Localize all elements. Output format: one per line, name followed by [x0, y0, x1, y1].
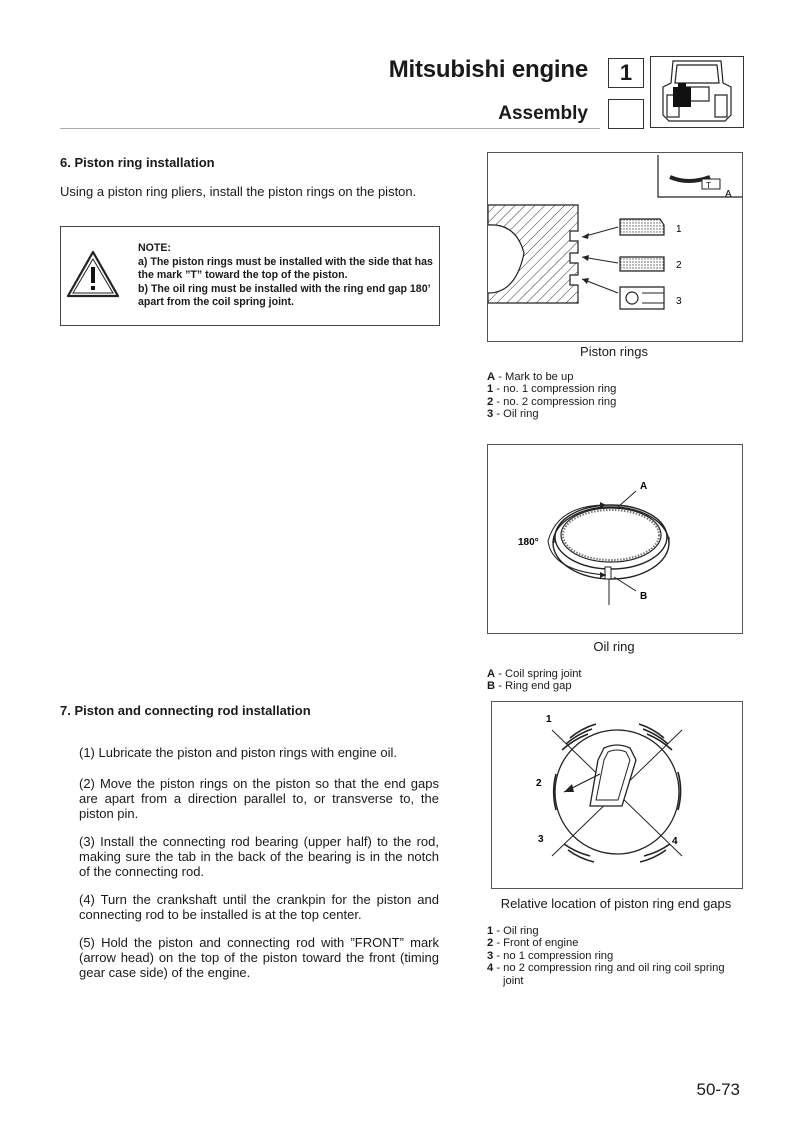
legend-key: 2 — [487, 937, 494, 950]
figure-1-caption: Piston rings — [580, 344, 648, 359]
legend-item — [487, 925, 741, 937]
legend-key: 4 — [487, 962, 494, 975]
legend-item — [487, 962, 741, 987]
section-6-heading: 6. Piston ring installation — [60, 155, 215, 170]
legend-item — [487, 668, 741, 680]
legend-text: - Coil spring joint — [495, 668, 582, 680]
legend-text: - Mark to be up — [495, 371, 574, 383]
tractor-logo-box — [650, 56, 744, 128]
step-2: (2) Move the piston rings on the piston so that the end gaps are apart from a direction parallel to, or transverse to, the piston pin. — [79, 776, 439, 821]
legend-item — [487, 408, 741, 420]
legend-text: - no. 1 compression ring — [493, 383, 617, 396]
legend-key: 3 — [487, 949, 494, 962]
legend-text: - no. 2 compression ring — [493, 395, 617, 408]
section-number-box: 1 — [608, 58, 644, 88]
figure-2-caption: Oil ring — [593, 639, 635, 654]
legend-text: - no 1 compression ring — [493, 949, 614, 962]
figure-3-legend — [487, 925, 741, 987]
legend-key: A — [487, 668, 496, 680]
page-number: 50-73 — [696, 1080, 740, 1099]
tractor-icon — [651, 57, 743, 127]
legend-key: B — [487, 680, 496, 693]
legend-item — [487, 371, 741, 383]
fig2-label-b: B — [640, 591, 648, 602]
note-line-b: b) The oil ring must be installed with the ring end gap 180’ apart from the coil spring joint. — [138, 282, 430, 308]
fig3-label-1: 1 — [546, 714, 552, 725]
fig1-label-3: 3 — [676, 296, 682, 307]
fig1-label-2: 2 — [676, 260, 682, 271]
legend-key: 1 — [487, 383, 494, 396]
fig3-label-3: 3 — [538, 834, 544, 845]
note-text — [138, 242, 434, 310]
legend-item — [487, 396, 741, 408]
section-6-intro: Using a piston ring pliers, install the piston rings on the piston. — [60, 184, 417, 199]
step-4: (4) Turn the crankshaft until the crankpin for the piston and connecting rod to be installed is at the top center. — [79, 892, 439, 922]
legend-text: - Front of engine — [493, 937, 579, 950]
step-1: (1) Lubricate the piston and piston rings with engine oil. — [79, 745, 397, 760]
empty-section-box — [608, 99, 644, 129]
figure-ring-gap-locations — [491, 701, 743, 889]
legend-text: - no 2 compression ring and oil ring coil spring joint — [493, 962, 725, 987]
legend-key: 1 — [487, 925, 494, 937]
header-rule — [60, 128, 600, 129]
page-title: Mitsubishi engine — [388, 56, 588, 83]
figure-piston-rings — [487, 152, 743, 342]
step-5: (5) Hold the piston and connecting rod with ”FRONT” mark (arrow head) on the top of the piston toward the front (timing gear case side) of the engine. — [79, 935, 439, 980]
legend-text: - Ring end gap — [495, 680, 572, 693]
legend-text: - Oil ring — [493, 925, 539, 937]
fig3-label-4: 4 — [672, 836, 678, 847]
fig2-label-180: 180° — [518, 537, 539, 548]
page-subtitle: Assembly — [498, 103, 588, 124]
legend-key: A — [487, 371, 496, 383]
figure-2-legend — [487, 668, 741, 693]
note-label: NOTE: — [138, 242, 171, 254]
fig2-label-a: A — [640, 481, 648, 492]
legend-text: - Oil ring — [493, 408, 539, 421]
piston-rings-diagram — [488, 153, 742, 341]
step-3: (3) Install the connecting rod bearing (upper half) to the rod, making sure the tab in the back of the bearing is in the notch of the connecting rod. — [79, 834, 439, 879]
note-line-a: a) The piston rings must be installed with the side that has the mark ”T” toward the top of the piston. — [138, 255, 433, 281]
fig3-label-2: 2 — [536, 778, 542, 789]
legend-item — [487, 680, 741, 692]
fig1-label-1: 1 — [676, 224, 682, 235]
section-7-heading: 7. Piston and connecting rod installation — [60, 703, 311, 718]
fig1-label-a: A — [725, 189, 732, 200]
legend-item — [487, 383, 741, 395]
legend-item — [487, 950, 741, 962]
figure-oil-ring — [487, 444, 743, 634]
oil-ring-diagram — [488, 445, 742, 633]
figure-3-caption: Relative location of piston ring end gaps — [500, 896, 732, 911]
legend-item — [487, 937, 741, 949]
warning-triangle-icon — [65, 249, 121, 299]
figure-1-legend — [487, 371, 741, 421]
fig1-label-t: T — [706, 181, 711, 190]
ring-gap-diagram — [492, 702, 742, 888]
legend-key: 3 — [487, 408, 494, 421]
legend-key: 2 — [487, 395, 494, 408]
